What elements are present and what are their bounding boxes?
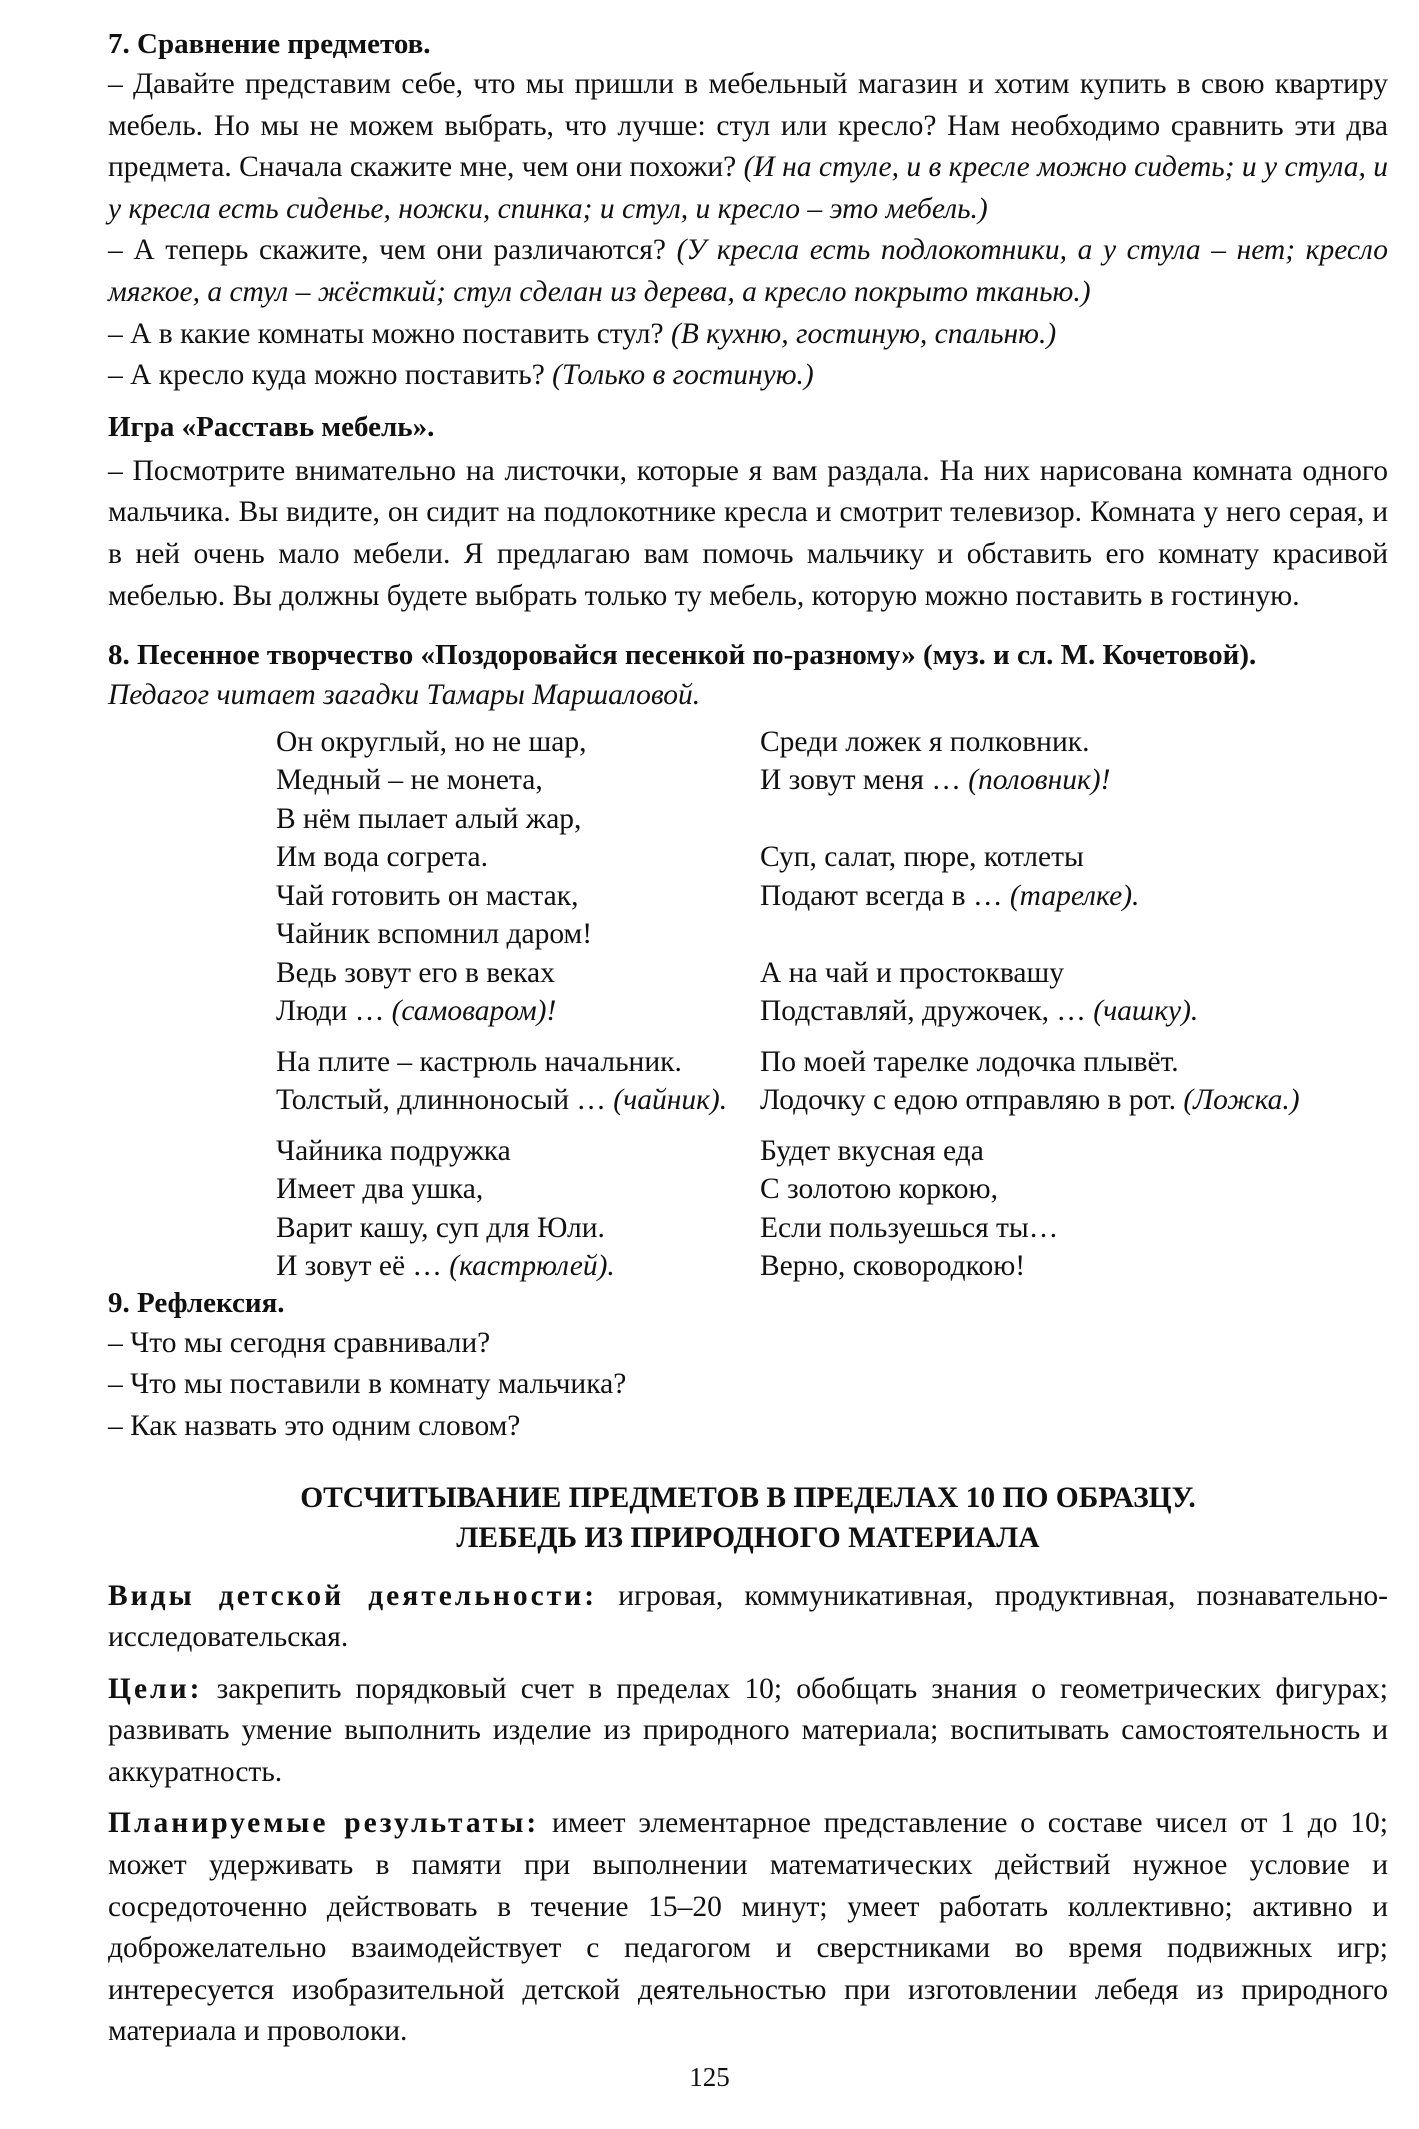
section-7-paragraph-4: – А кресло куда можно поставить? (Только в гостиную.) xyxy=(108,359,814,392)
section-7-heading: 7. Сравнение предметов. xyxy=(108,28,431,60)
riddle-line: Будет вкусная еда xyxy=(760,1134,984,1167)
section-9-heading: 9. Рефлексия. xyxy=(108,1286,285,1319)
results-paragraph: Планируемые результаты: имеет элементарное представление о составе чисел от 1 до 10; может удерживать в памяти при выполнении математических действий нужное условие и сосредоточенно действовать в течение 15–20 минут; умеет работать коллективно; активно и доброжелательно взаимодействует с педагогом и сверстниками во время подвижных игр; интересуется изобразительной детской деятельностью при изготовлении лебедя из природного материала и проволоки. xyxy=(108,1807,1388,2048)
riddle-line: На плите – кастрюль начальник. xyxy=(276,1045,682,1078)
reflection-question: – Как назвать это одним словом? xyxy=(108,1409,521,1442)
riddle-line: И зовут её … (кастрюлей). xyxy=(276,1250,615,1283)
riddle-line: Толстый, длинноносый … (чайник). xyxy=(276,1084,728,1117)
riddle-line: Суп, салат, пюре, котлеты xyxy=(760,841,1084,874)
section-7-paragraph-3: – А в какие комнаты можно поставить стул? (В кухню, гостиную, спальню.) xyxy=(108,317,1057,350)
riddle-line: Он округлый, но не шар, xyxy=(276,725,587,758)
riddles-left-column xyxy=(276,723,786,1286)
riddle-line: Медный – не монета, xyxy=(276,764,543,797)
game-paragraph: – Посмотрите внимательно на листочки, которые я вам раздала. На них нарисована комната одного мальчика. Вы видите, он сидит на подлокотнике кресла и смотрит телевизор. Комната у него серая, и в ней очень мало мебели. Я предлагаю вам помочь мальчику и обставить его комнату красивой мебелью. Вы должны будете выбрать только ту мебель, которую можно поставить в гостиную. xyxy=(108,454,1388,612)
game-heading: Игра «Расставь мебель». xyxy=(108,410,435,443)
riddle-line: В нём пылает алый жар, xyxy=(276,802,582,835)
riddle-line: А на чай и простоквашу xyxy=(760,956,1064,989)
riddle-line: Если пользуешься ты… xyxy=(760,1211,1059,1244)
activities-paragraph: Виды детской деятельности: игровая, коммуникативная, продуктивная, познавательно-исследовательская. xyxy=(108,1579,1388,1654)
riddle-line: С золотою коркою, xyxy=(760,1173,998,1206)
riddle-line: Подставляй, дружочек, … (чашку). xyxy=(760,995,1199,1028)
riddle-line: Лодочку с едою отправляю в рот. (Ложка.) xyxy=(760,1084,1300,1117)
riddle-line: Им вода согрета. xyxy=(276,841,488,874)
lesson-title-line-1: ОТСЧИТЫВАНИЕ ПРЕДМЕТОВ В ПРЕДЕЛАХ 10 ПО ОБРАЗЦУ. xyxy=(300,1481,1196,1514)
lesson-title xyxy=(108,1478,1388,1558)
riddle-line: Верно, сковородкою! xyxy=(760,1250,1026,1283)
riddles-right-column xyxy=(760,723,1400,1286)
reflection-question: – Что мы поставили в комнату мальчика? xyxy=(108,1368,627,1401)
riddle-line: Чай готовить он мастак, xyxy=(276,879,579,912)
riddle-line: Ведь зовут его в веках xyxy=(276,956,555,989)
riddles-block xyxy=(108,723,1388,1283)
riddle-line: Люди … (самоваром)! xyxy=(276,995,557,1028)
page-number: 125 xyxy=(689,2062,730,2092)
riddle-line: Среди ложек я полковник. xyxy=(760,725,1090,758)
lesson-title-line-2: ЛЕБЕДЬ ИЗ ПРИРОДНОГО МАТЕРИАЛА xyxy=(456,1521,1040,1554)
section-8-heading: 8. Песенное творчество «Поздоровайся песенкой по-разному» (муз. и сл. М. Кочетовой). xyxy=(108,639,1257,672)
riddle-line: Имеет два ушка, xyxy=(276,1173,484,1206)
riddle-line: Подают всегда в … (тарелке). xyxy=(760,879,1140,912)
section-7-paragraph-1: – Давайте представим себе, что мы пришли в мебельный магазин и хотим купить в свою квартиру мебель. Но мы не можем выбрать, что лучше: стул или кресло? Нам необходимо сравнить эти два предмета. Сначала скажите мне, чем они похожи? (И на стуле, и в кресле можно сидеть; и у стула, и у кресла есть сиденье, ножки, спинка; и стул, и кресло – это мебель.) xyxy=(108,68,1388,225)
riddle-line: И зовут меня … (половник)! xyxy=(760,764,1111,797)
riddle-line: Чайник вспомнил даром! xyxy=(276,918,593,951)
riddle-line: По моей тарелке лодочка плывёт. xyxy=(760,1045,1179,1078)
goals-paragraph: Цели: закрепить порядковый счет в пределах 10; обобщать знания о геометрических фигурах; развивать умение выполнить изделие из природного материала; воспитывать самостоятельность и аккуратность. xyxy=(108,1672,1388,1788)
riddle-line: Чайника подружка xyxy=(276,1134,511,1167)
reflection-question: – Что мы сегодня сравнивали? xyxy=(108,1326,491,1359)
riddle-line: Варит кашу, суп для Юли. xyxy=(276,1211,605,1244)
document-page xyxy=(108,24,1388,2053)
section-8-intro: Педагог читает загадки Тамары Маршаловой. xyxy=(108,679,701,712)
section-7-paragraph-2: – А теперь скажите, чем они различаются? (У кресла есть подлокотники, а у стула – нет; кресло мягкое, а стул – жёсткий; стул сделан из дерева, а кресло покрыто тканью.) xyxy=(108,234,1388,308)
